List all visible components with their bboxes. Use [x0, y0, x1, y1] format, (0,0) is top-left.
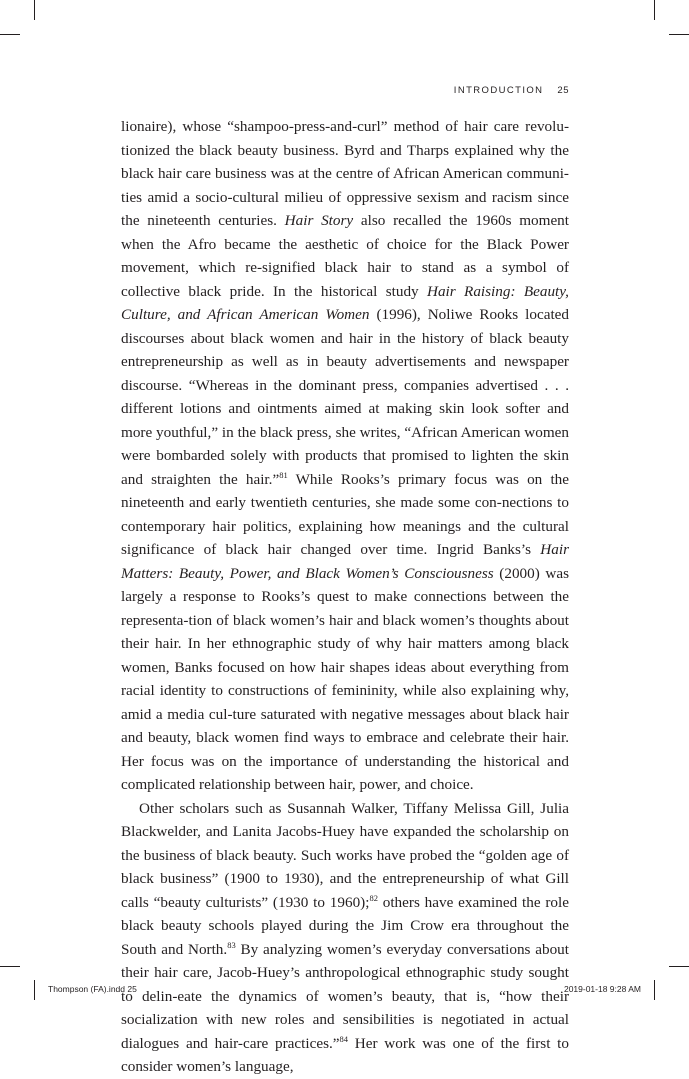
text-run: Other scholars such as Susannah Walker, Tiffany Melissa Gill, Julia Blackwelder, and Lanita Jacobs-Huey have expanded the scholarship on the business of black beauty. Such works have probed the “golden age of black business” (1900 to 1930), and the entrepreneurship of what Gill calls “beauty culturists” (1930 to 1960); [121, 799, 569, 911]
text-run: While Rooks’s primary focus was on the nineteenth and early twentieth centuries, she made some con-nections to contemporary hair politics, explaining how meanings and the cultural significance of black hair changed over time. Ingrid Banks’s [121, 470, 570, 558]
crop-mark [34, 0, 35, 20]
text-run: Her work was one of the first to consider women’s language, [121, 1034, 569, 1075]
crop-mark [654, 0, 655, 20]
text-run: (2000) was largely a response to Rooks’s quest to make connections between the representa-tion of black women’s hair and black women’s thoughts about their hair. In her ethnographic study of why hair matters among black women, Banks focused on how hair shapes ideas about everything from racial identity to constructions of femininity, while also explaining why, amid a media cul-ture saturated with negative messages about black hair and beauty, black women find ways to embrace and celebrate their hair. Her focus was on the importance of understanding the historical and complicated relationship between hair, power, and choice. [121, 564, 569, 793]
text-run: others have examined the role black beauty schools played during the Jim Crow era throughout the South and North. [121, 893, 569, 958]
running-head [454, 85, 569, 96]
paragraph [121, 115, 569, 797]
book-title: Hair Raising: Beauty, Culture, and African American Women [121, 282, 569, 323]
body-text [121, 115, 569, 1079]
text-run: lionaire), whose “shampoo-press-and-curl” method of hair care revolu-tionized the black beauty business. Byrd and Tharps explained why the black hair care business was at the centre of African American communi-ties amid a socio-cultural milieu of oppressive sexism and racism since the nineteenth centuries. [121, 118, 569, 229]
footnote-ref: 81 [279, 469, 288, 480]
crop-mark [669, 966, 689, 967]
text-run: By analyzing women’s everyday conversations about their hair care, Jacob-Huey’s anthropological ethnographic study sought to delin-eate the dynamics of women’s beauty, that is, “how their socialization with new roles and sensibilities is negotiated in actual dialogues and hair-care practices.” [121, 940, 569, 1052]
slug-filename: Thompson (FA).indd 25 [48, 984, 137, 994]
footnote-ref: 83 [227, 939, 236, 950]
page-number: 25 [557, 85, 569, 96]
book-title: Hair Story [284, 212, 354, 229]
slug-timestamp: 2019-01-18 9:28 AM [563, 984, 641, 994]
footnote-ref: 82 [369, 892, 378, 903]
footnote-ref: 84 [339, 1033, 349, 1044]
crop-mark [0, 34, 20, 35]
running-head-section: INTRODUCTION [453, 85, 544, 96]
crop-mark [0, 966, 20, 967]
text-run: (1996), Noliwe Rooks located discourses about black women and hair in the history of black beauty entrepreneurship as well as in beauty advertisements and newspaper discourse. “Whereas in the dominant press, companies advertised . . . different lotions and ointments aimed at making skin look softer and more youthful,” in the black press, she writes, “African American women were bombarded solely with products that promised to lighten the skin and straighten the hair.” [121, 306, 570, 488]
crop-mark [34, 980, 35, 1000]
text-run: also recalled the 1960s moment when the Afro became the aesthetic of choice for the Black Power movement, which re-signified black hair to stand as a symbol of collective black pride. In the historical study [121, 212, 569, 300]
crop-mark [669, 34, 689, 35]
book-title: Hair Matters: Beauty, Power, and Black Women’s Consciousness [121, 541, 569, 582]
paragraph [121, 797, 569, 1079]
crop-mark [654, 980, 655, 1000]
